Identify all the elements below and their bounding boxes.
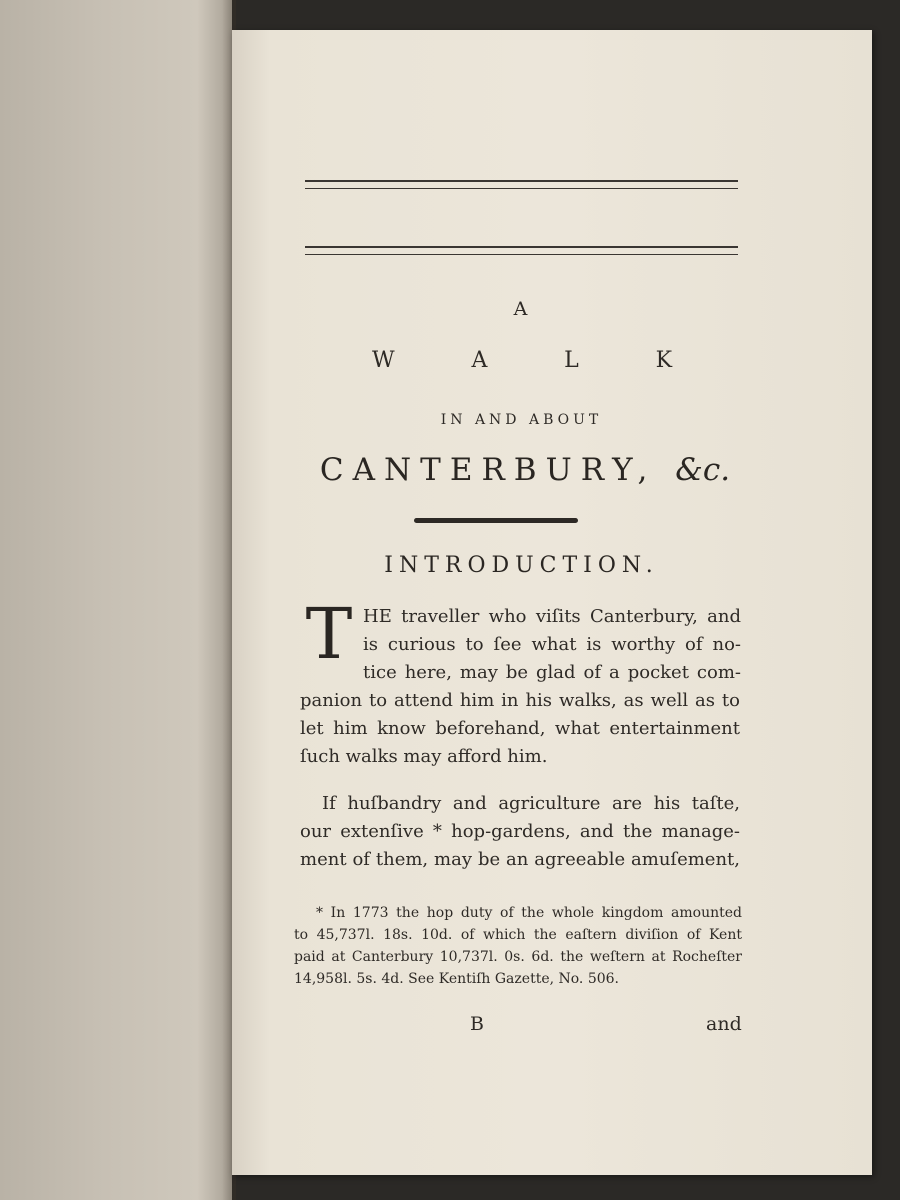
title-etc: &c. [675,452,731,488]
drop-cap: T [305,593,353,675]
footnote [294,902,742,990]
introduction-heading: INTRODUCTION. [384,553,659,578]
title-walk-letter: L [564,348,579,373]
paragraph-2 [300,790,740,874]
footnote-line: 14,958l. 5s. 4d. See Kentiſh Gazette, No. 506. [294,971,620,987]
text-line: HE traveller who viſits Canterbury, and [363,606,741,627]
footnote-line: to 45,737l. 18s. 10d. of which the eaſtern diviſion of Kent [294,927,742,943]
title-walk-letter: W [372,348,395,373]
text-line: is curious to ſee what is worthy of no- [363,634,741,655]
text-line: ment of them, may be an agreeable amuſement, [300,849,740,870]
title-walk-letter: K [655,348,672,373]
title-walk-letter: A [471,348,488,373]
title-walk [372,348,672,373]
text-line: tice here, may be glad of a pocket com- [363,662,741,683]
title-canterbury [300,452,750,488]
text-line: If huſbandry and agriculture are his taſte, [322,793,740,814]
text-line: ſuch walks may afford him. [300,746,548,767]
title-a: A [513,298,530,320]
paragraph-1-indented [363,603,741,687]
text-line: let him know beforehand, what entertainment [300,718,740,739]
catchword: and [706,1013,742,1035]
signature-mark: B [470,1013,484,1035]
text-line: our extenſive * hop-gardens, and the manage- [300,821,740,842]
left-page [0,0,232,1200]
ornament-rule [414,518,578,523]
text-line: panion to attend him in his walks, as well as to [300,690,740,711]
top-double-rule [305,180,738,189]
second-double-rule [305,246,738,255]
footnote-line: * In 1773 the hop duty of the whole kingdom amounted [316,905,742,921]
title-in-and-about: IN AND ABOUT [440,412,603,428]
paragraph-1-rest [300,687,740,771]
footnote-line: paid at Canterbury 10,737l. 0s. 6d. the weſtern at Rocheſter [294,949,742,965]
title-place: CANTERBURY, [319,452,657,488]
